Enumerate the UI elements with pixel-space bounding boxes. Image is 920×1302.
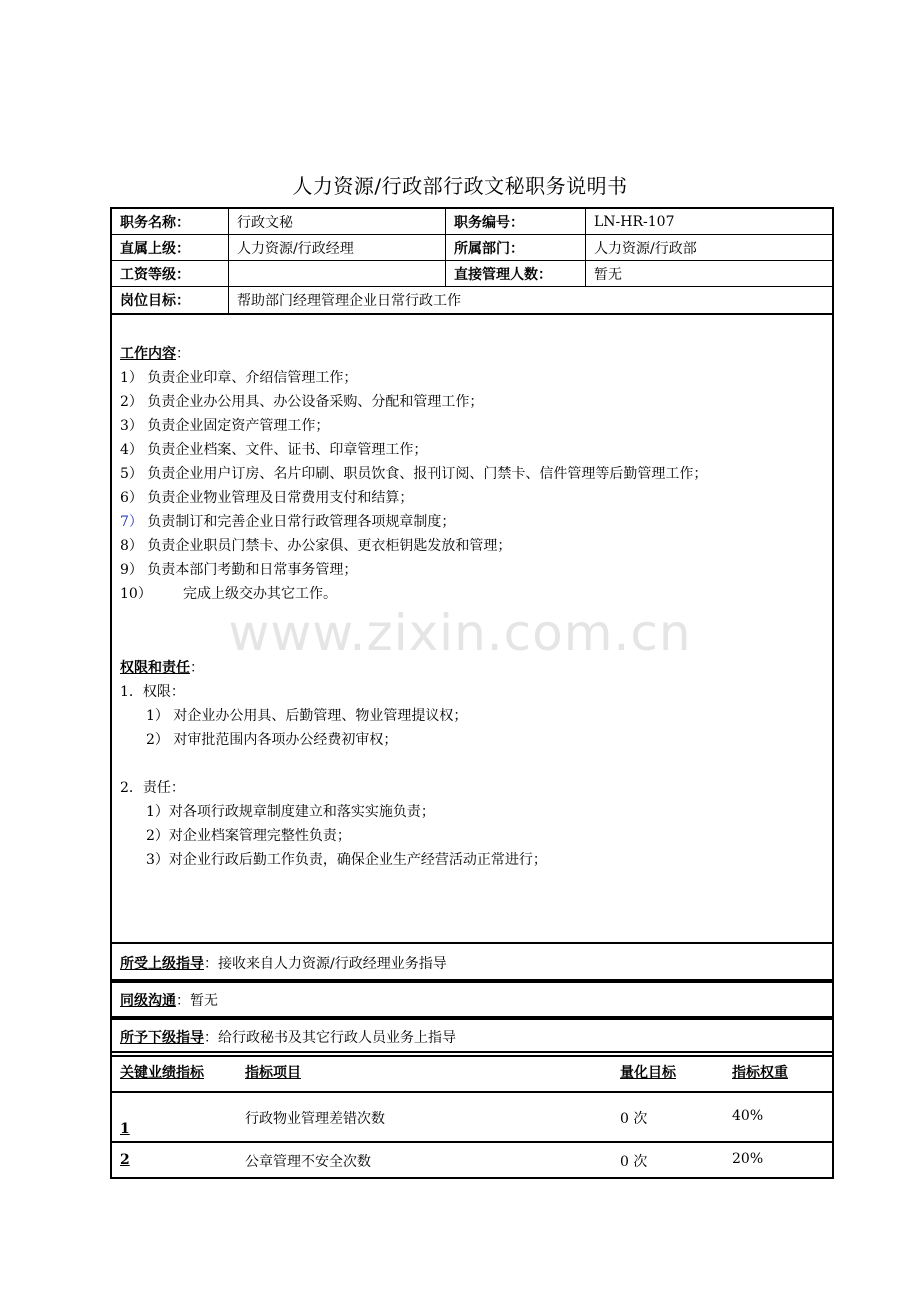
work-item-6: 6） 负责企业物业管理及日常费用支付和结算； [120,490,414,506]
work-item-10: 10） 完成上级交办其它工作。 [120,586,337,602]
supervisor-value: 人力资源/行政经理 [229,235,446,260]
info-table [110,207,834,315]
duty-item-2: 2）对企业档案管理完整性负责； [146,828,351,844]
duties-section [110,313,834,944]
document-title: 人力资源/行政部行政文秘职务说明书 [292,174,628,198]
work-item-4: 4） 负责企业档案、文件、证书、印章管理工作； [120,442,428,458]
kpi-row-weight: 40% [732,1108,764,1124]
duty-item-3: 3）对企业行政后勤工作负责，确保企业生产经营活动正常进行； [146,852,547,868]
work-item-1: 1） 负责企业印章、介绍信管理工作； [120,370,358,386]
lower-guidance-label: 所予下级指导 [120,1029,204,1046]
position-goal-label: 岗位目标： [112,287,229,313]
watermark: www.zixin.com.cn [228,604,692,662]
info-row-2 [112,235,832,261]
kpi-row-item: 行政物业管理差错次数 [245,1111,385,1127]
direct-reports-label: 直接管理人数： [446,261,586,286]
duty-title: 2．责任： [120,780,185,796]
job-code-value: LN-HR-107 [594,213,675,230]
right-item-1: 1） 对企业办公用具、后勤管理、物业管理提议权； [146,708,468,724]
salary-grade-value [229,261,446,286]
kpi-row-target: 0 次 [620,1111,648,1127]
kpi-header-target: 量化目标 [620,1065,676,1081]
info-row-1 [112,209,832,235]
work-item-7 [120,511,455,531]
job-name-value: 行政文秘 [229,209,446,234]
job-code-label: 职务编号： [446,209,586,234]
lower-guidance-value: ：给行政秘书及其它行政人员业务上指导 [204,1029,456,1046]
upper-guidance-label: 所受上级指导 [120,955,204,972]
supervisor-label: 直属上级： [112,235,229,260]
kpi-row [112,1093,832,1143]
authority-heading [120,657,204,677]
kpi-header-item: 指标项目 [245,1065,301,1081]
direct-reports-value: 暂无 [594,266,622,283]
work-content-heading-text: 工作内容 [120,346,176,362]
work-item-2: 2） 负责企业办公用具、办公设备采购、分配和管理工作； [120,394,484,410]
upper-guidance-row [110,942,834,983]
work-item-3: 3） 负责企业固定资产管理工作； [120,418,330,434]
job-name-label: 职务名称： [112,209,229,234]
salary-grade-label: 工资等级： [112,261,229,286]
authority-colon: ： [190,660,204,676]
duty-item-1: 1）对各项行政规章制度建立和落实实施负责； [146,804,435,820]
info-row-4 [112,287,832,313]
peer-communication-value: ：暂无 [176,992,218,1009]
position-goal-value: 帮助部门经理管理企业日常行政工作 [237,293,461,309]
rights-title: 1．权限： [120,684,185,700]
info-row-3 [112,261,832,287]
kpi-row-item: 公章管理不安全次数 [245,1154,371,1170]
upper-guidance-value: ：接收来自人力资源/行政经理业务指导 [204,955,447,972]
department-label: 所属部门： [446,235,586,260]
kpi-header-row [112,1053,832,1093]
kpi-table [110,1051,834,1179]
peer-communication-row [110,979,834,1020]
work-item-8: 8） 负责企业职员门禁卡、办公家俱、更衣柜钥匙发放和管理； [120,538,512,554]
work-item-9: 9） 负责本部门考勤和日常事务管理； [120,562,358,578]
work-content-colon: ： [176,346,190,362]
kpi-row-weight: 20% [732,1151,764,1167]
work-item-5: 5） 负责企业用户订房、名片印刷、职员饮食、报刊订阅、门禁卡、信件管理等后勤管理工作； [120,466,708,482]
work-item-7-text: 负责制订和完善企业日常行政管理各项规章制度； [147,514,456,530]
authority-heading-text: 权限和责任 [120,660,190,676]
work-item-7-number: 7） [120,514,143,530]
kpi-row-target: 0 次 [620,1154,648,1170]
kpi-row [112,1143,832,1177]
peer-communication-label: 同级沟通 [120,992,176,1009]
kpi-row-number: 2 [120,1152,130,1168]
right-item-2: 2） 对审批范围内各项办公经费初审权； [146,732,398,748]
department-value: 人力资源/行政部 [594,240,697,257]
kpi-header-indicator: 关键业绩指标 [120,1065,204,1081]
work-content-heading [120,343,190,363]
kpi-row-number: 1 [120,1121,130,1137]
kpi-header-weight: 指标权重 [732,1065,788,1081]
